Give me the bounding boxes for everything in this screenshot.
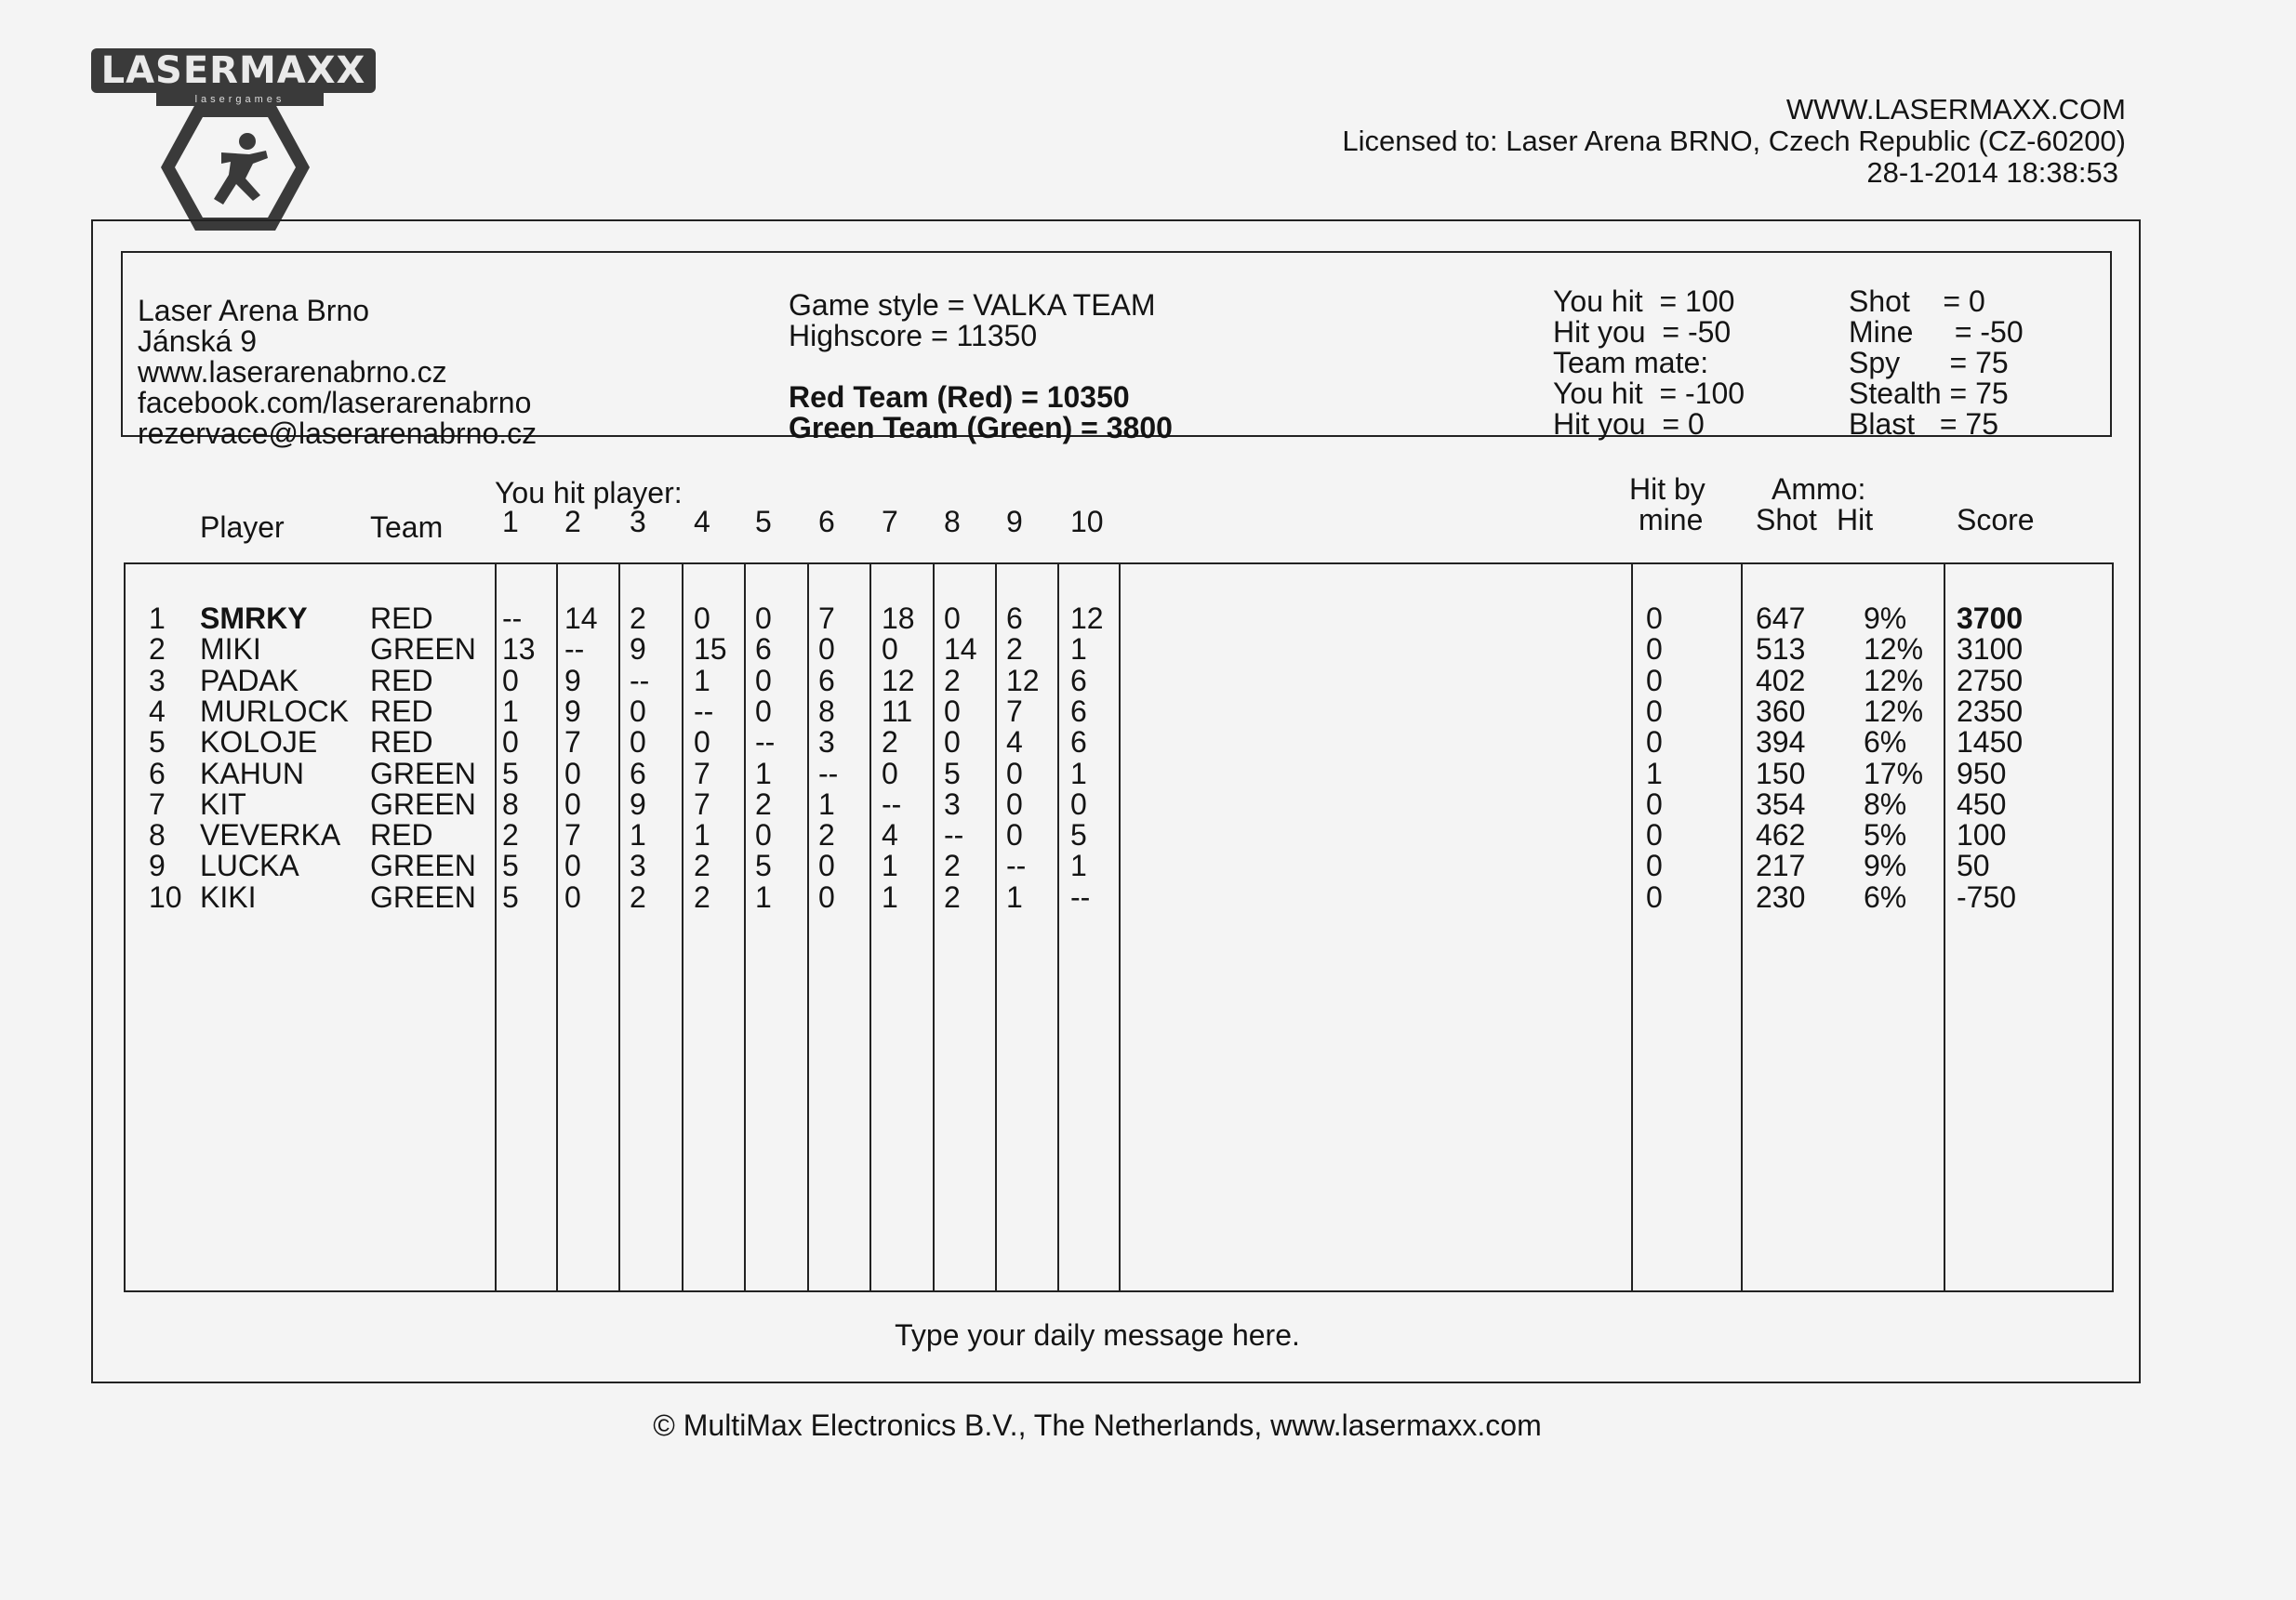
- row-number: 7: [149, 787, 166, 821]
- hit-count: 12: [882, 663, 915, 697]
- hit-count: 1: [630, 818, 646, 853]
- player-column-header: Player: [200, 510, 285, 544]
- score-value: 50: [1957, 849, 1990, 883]
- hit-count: 1: [694, 818, 710, 853]
- player-name: LUCKA: [200, 849, 299, 883]
- hit-count: 0: [818, 849, 835, 883]
- hit-column-header-1: 1: [502, 505, 519, 538]
- hit-count: 3: [630, 849, 646, 883]
- hit-count: 6: [818, 663, 835, 697]
- hit-count: --: [882, 787, 902, 821]
- hit-count: 0: [755, 818, 772, 853]
- hit-count: --: [944, 818, 964, 853]
- hit-count: 0: [694, 725, 710, 760]
- column-divider: [556, 562, 558, 1292]
- hit-count: 5: [1070, 818, 1087, 853]
- hit-count: 11: [882, 694, 913, 728]
- scoring-rules-right: [1849, 286, 2024, 440]
- hit-count: --: [564, 632, 585, 667]
- hit-count: 9: [564, 663, 581, 697]
- column-divider: [495, 562, 497, 1292]
- row-number: 4: [149, 694, 166, 728]
- player-name: MIKI: [200, 632, 261, 667]
- hit-count: 2: [694, 879, 710, 914]
- hit-column-header-8: 8: [944, 505, 961, 538]
- hit-by-mine-value: 1: [1646, 756, 1663, 790]
- shots-value: 230: [1756, 879, 1806, 914]
- hit-count: 6: [1070, 725, 1087, 760]
- hit-count: 12: [1070, 602, 1104, 635]
- shots-value: 647: [1756, 602, 1806, 635]
- hit-count: 0: [755, 663, 772, 697]
- hit-percent: 9%: [1864, 849, 1907, 883]
- hit-count: 2: [630, 879, 646, 914]
- player-name: KOLOJE: [200, 725, 318, 760]
- team-name: GREEN: [370, 756, 476, 790]
- team-name: RED: [370, 694, 433, 728]
- hit-count: 15: [694, 632, 727, 667]
- hit-count: --: [755, 725, 776, 760]
- red-team-score: Red Team (Red) = 10350: [789, 380, 1130, 414]
- hit-by-mine-value: 0: [1646, 632, 1663, 667]
- column-divider: [995, 562, 997, 1292]
- hit-count: 14: [564, 602, 598, 635]
- hit-count: 2: [818, 818, 835, 853]
- hit-percent: 6%: [1864, 879, 1907, 914]
- hit-count: 1: [882, 849, 898, 883]
- rule-line: Team mate:: [1553, 346, 1709, 379]
- hit-count: 0: [882, 632, 898, 667]
- rule-line: Hit you = 0: [1553, 407, 1705, 441]
- hit-count: 0: [944, 694, 961, 728]
- hit-count: --: [1070, 879, 1091, 914]
- hit-count: 8: [502, 787, 519, 821]
- venue-line: facebook.com/laserarenabrno: [138, 386, 532, 419]
- hit-count: 6: [1070, 694, 1087, 728]
- rule-line: Shot = 0: [1849, 284, 1985, 318]
- shots-value: 513: [1756, 632, 1806, 667]
- hit-by-mine-value: 0: [1646, 663, 1663, 697]
- hit-count: 2: [630, 602, 646, 635]
- hit-count: 7: [694, 756, 710, 790]
- hit-by-mine-value: 0: [1646, 787, 1663, 821]
- running-man-icon: [156, 86, 314, 234]
- score-value: 3100: [1957, 632, 2024, 667]
- hit-count: 1: [1070, 849, 1087, 883]
- hit-percent: 5%: [1864, 818, 1907, 853]
- hit-count: 7: [564, 818, 581, 853]
- hit-count: 0: [1070, 787, 1087, 821]
- shots-value: 150: [1756, 756, 1806, 790]
- column-divider: [869, 562, 871, 1292]
- hit-column-header-9: 9: [1006, 505, 1023, 538]
- scoring-rules-left: [1553, 286, 1745, 440]
- hit-percent: 12%: [1864, 663, 1924, 697]
- print-datetime: 28-1-2014 18:38:53: [1866, 156, 2118, 189]
- hit-count: 12: [1006, 663, 1040, 697]
- player-name: MURLOCK: [200, 694, 350, 728]
- hit-count: 5: [502, 879, 519, 914]
- shots-value: 217: [1756, 849, 1806, 883]
- player-name: KAHUN: [200, 756, 305, 790]
- rule-line: Stealth = 75: [1849, 377, 2009, 410]
- hit-column-header-10: 10: [1070, 505, 1104, 538]
- column-divider: [1119, 562, 1121, 1292]
- hit-count: 1: [1070, 756, 1087, 790]
- player-name: SMRKY: [200, 602, 308, 635]
- score-value: 950: [1957, 756, 2007, 790]
- venue-line: Jánská 9: [138, 324, 258, 358]
- copyright: © MultiMax Electronics B.V., The Netherlands, www.lasermaxx.com: [653, 1408, 1542, 1442]
- team-name: GREEN: [370, 879, 476, 914]
- hit-count: 5: [502, 756, 519, 790]
- hit-by-mine-value: 0: [1646, 849, 1663, 883]
- hit-count: --: [1006, 849, 1027, 883]
- score-column-header: Score: [1957, 503, 2035, 536]
- hit-percent: 12%: [1864, 694, 1924, 728]
- column-divider: [933, 562, 935, 1292]
- row-number: 3: [149, 663, 166, 697]
- venue-info: [138, 296, 537, 449]
- rule-line: Blast = 75: [1849, 407, 1998, 441]
- hit-count: 1: [755, 756, 772, 790]
- hit-count: 3: [818, 725, 835, 760]
- hit-count: 0: [818, 879, 835, 914]
- hit-count: 2: [502, 818, 519, 853]
- hit-count: 0: [564, 879, 581, 914]
- hit-count: 2: [882, 725, 898, 760]
- lasermaxx-logo: [91, 48, 376, 234]
- column-divider: [1057, 562, 1059, 1292]
- hit-count: 7: [818, 602, 835, 635]
- hit-count: 1: [502, 694, 519, 728]
- hit-count: 2: [944, 663, 961, 697]
- player-name: PADAK: [200, 663, 299, 697]
- hit-count: 13: [502, 632, 536, 667]
- row-number: 10: [149, 879, 182, 914]
- hit-count: 1: [1070, 632, 1087, 667]
- hit-percent: 12%: [1864, 632, 1924, 667]
- hit-count: 18: [882, 602, 915, 635]
- hit-count: 5: [944, 756, 961, 790]
- team-name: GREEN: [370, 849, 476, 883]
- hit-count: 6: [1070, 663, 1087, 697]
- hit-by-mine-value: 0: [1646, 818, 1663, 853]
- venue-line: www.laserarenabrno.cz: [138, 355, 447, 389]
- hit-count: 0: [882, 756, 898, 790]
- hit-count: 2: [755, 787, 772, 821]
- hit-count: 0: [755, 602, 772, 635]
- hit-count: --: [502, 602, 523, 635]
- hit-count: 0: [1006, 756, 1023, 790]
- player-name: KIKI: [200, 879, 257, 914]
- hit-count: --: [818, 756, 839, 790]
- row-number: 5: [149, 725, 166, 760]
- hit-by-mine-value: 0: [1646, 694, 1663, 728]
- team-name: GREEN: [370, 787, 476, 821]
- team-name: RED: [370, 725, 433, 760]
- hit-column-header-5: 5: [755, 505, 772, 538]
- column-divider: [744, 562, 746, 1292]
- hit-column-header-6: 6: [818, 505, 835, 538]
- hit-count: 1: [694, 663, 710, 697]
- hit-count: 7: [564, 725, 581, 760]
- rule-line: Spy = 75: [1849, 346, 2009, 379]
- website-url: WWW.LASERMAXX.COM: [1785, 93, 2126, 126]
- hit-count: 0: [1006, 818, 1023, 853]
- hit-count: 6: [755, 632, 772, 667]
- hit-by-mine-value: 0: [1646, 725, 1663, 760]
- license-text: Licensed to: Laser Arena BRNO, Czech Republic (CZ-60200): [1342, 125, 2126, 157]
- hit-column-header: Hit: [1837, 503, 1874, 536]
- license-header: [1342, 94, 2126, 189]
- column-divider: [618, 562, 620, 1292]
- hit-percent: 8%: [1864, 787, 1907, 821]
- hit-count: 6: [1006, 602, 1023, 635]
- hit-count: 2: [944, 879, 961, 914]
- hit-count: 9: [630, 632, 646, 667]
- rule-line: Mine = -50: [1849, 315, 2024, 349]
- hit-count: 0: [818, 632, 835, 667]
- hit-column-header-4: 4: [694, 505, 710, 538]
- hit-count: 9: [630, 787, 646, 821]
- hit-count: 0: [564, 787, 581, 821]
- hit-count: 0: [944, 725, 961, 760]
- team-name: GREEN: [370, 632, 476, 667]
- column-divider: [807, 562, 809, 1292]
- score-value: 2750: [1957, 663, 2024, 697]
- hit-count: 1: [818, 787, 835, 821]
- hit-by-mine-header: Hit by: [1629, 472, 1705, 506]
- hit-count: 0: [694, 602, 710, 635]
- ammo-header: Ammo:: [1772, 472, 1866, 506]
- hit-count: 6: [630, 756, 646, 790]
- game-style: Game style = VALKA TEAM: [789, 288, 1156, 322]
- column-divider: [682, 562, 683, 1292]
- hit-count: 1: [1006, 879, 1023, 914]
- venue-line: rezervace@laserarenabrno.cz: [138, 417, 538, 450]
- hit-column-header-7: 7: [882, 505, 898, 538]
- highscore: Highscore = 11350: [789, 319, 1038, 352]
- hit-count: --: [694, 694, 714, 728]
- row-number: 6: [149, 756, 166, 790]
- hit-column-header-2: 2: [564, 505, 581, 538]
- shots-value: 354: [1756, 787, 1806, 821]
- hit-count: 1: [882, 879, 898, 914]
- hit-count: 0: [944, 602, 961, 635]
- hit-count: --: [630, 663, 650, 697]
- column-divider: [1741, 562, 1743, 1292]
- hit-count: 0: [630, 725, 646, 760]
- hit-count: 9: [564, 694, 581, 728]
- game-info: [789, 290, 1173, 443]
- score-value: -750: [1957, 879, 2017, 914]
- score-value: 3700: [1957, 602, 2024, 635]
- hit-count: 2: [1006, 632, 1023, 667]
- row-number: 9: [149, 849, 166, 883]
- hit-count: 4: [1006, 725, 1023, 760]
- team-name: RED: [370, 602, 433, 635]
- row-number: 1: [149, 602, 166, 635]
- row-number: 2: [149, 632, 166, 667]
- hit-count: 0: [564, 849, 581, 883]
- venue-line: Laser Arena Brno: [138, 294, 370, 327]
- hit-count: 14: [944, 632, 977, 667]
- hit-count: 0: [564, 756, 581, 790]
- rule-line: Hit you = -50: [1553, 315, 1732, 349]
- score-value: 100: [1957, 818, 2007, 853]
- hit-count: 0: [502, 725, 519, 760]
- rule-line: You hit = 100: [1553, 284, 1735, 318]
- hit-count: 8: [818, 694, 835, 728]
- hit-percent: 17%: [1864, 756, 1924, 790]
- hit-count: 5: [502, 849, 519, 883]
- column-divider: [1944, 562, 1945, 1292]
- score-value: 1450: [1957, 725, 2024, 760]
- team-name: RED: [370, 818, 433, 853]
- score-value: 450: [1957, 787, 2007, 821]
- hit-percent: 9%: [1864, 602, 1907, 635]
- hit-count: 0: [502, 663, 519, 697]
- hit-count: 0: [1006, 787, 1023, 821]
- hit-by-mine-value: 0: [1646, 602, 1663, 635]
- shots-value: 402: [1756, 663, 1806, 697]
- hit-count: 4: [882, 818, 898, 853]
- score-value: 2350: [1957, 694, 2024, 728]
- hit-count: 3: [944, 787, 961, 821]
- hit-column-header-3: 3: [630, 505, 646, 538]
- hit-count: 0: [630, 694, 646, 728]
- logo-wordmark: LASERMAXX: [91, 48, 376, 93]
- player-name: VEVERKA: [200, 818, 341, 853]
- hit-count: 2: [694, 849, 710, 883]
- column-divider: [1631, 562, 1633, 1292]
- rule-line: You hit = -100: [1553, 377, 1745, 410]
- hit-count: 7: [694, 787, 710, 821]
- shots-value: 462: [1756, 818, 1806, 853]
- hit-count: 2: [944, 849, 961, 883]
- hit-count: 7: [1006, 694, 1023, 728]
- green-team-score: Green Team (Green) = 3800: [789, 411, 1173, 444]
- row-number: 8: [149, 818, 166, 853]
- hit-by-mine-header-2: mine: [1639, 503, 1704, 536]
- player-name: KIT: [200, 787, 246, 821]
- team-column-header: Team: [370, 510, 444, 544]
- hit-percent: 6%: [1864, 725, 1907, 760]
- you-hit-player-header: You hit player:: [495, 476, 683, 509]
- hit-count: 0: [755, 694, 772, 728]
- logo-subtitle: lasergames: [156, 93, 324, 106]
- hit-count: 5: [755, 849, 772, 883]
- shots-value: 394: [1756, 725, 1806, 760]
- hit-count: 1: [755, 879, 772, 914]
- hit-by-mine-value: 0: [1646, 879, 1663, 914]
- shots-value: 360: [1756, 694, 1806, 728]
- daily-message: Type your daily message here.: [895, 1318, 1300, 1352]
- shot-column-header: Shot: [1756, 503, 1817, 536]
- team-name: RED: [370, 663, 433, 697]
